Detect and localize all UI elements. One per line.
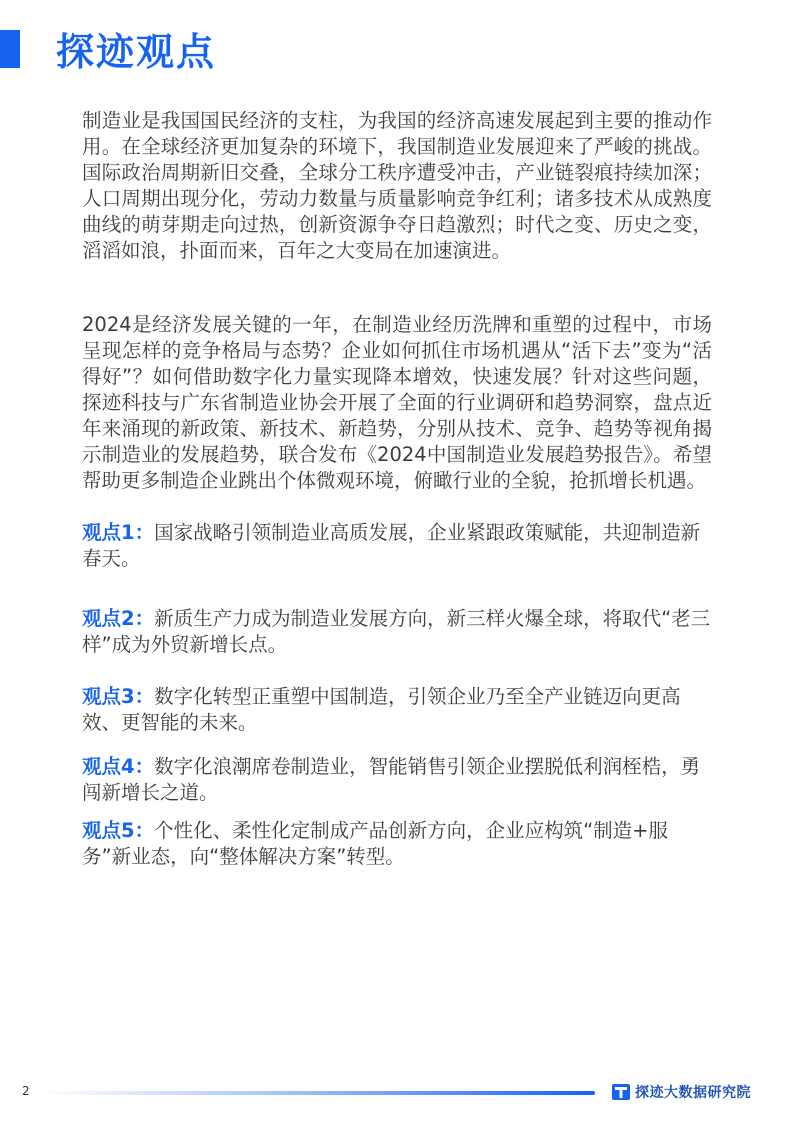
viewpoint-1 (82, 520, 712, 572)
intro-paragraph-1: 制造业是我国国民经济的支柱，为我国的经济高速发展起到主要的推动作用。在全球经济更加复杂的环境下，我国制造业发展迎来了严峻的挑战。国际政治周期新旧交叠，全球分工秩序遭受冲击，产业链裂痕持续加深；人口周期出现分化，劳动力数量与质量影响竞争红利；诸多技术从成熟度曲线的萌芽期走向过热，创新资源争夺日趋激烈；时代之变、历史之变，滔滔如浪，扑面而来，百年之大变局在加速演进。 (82, 109, 712, 262)
viewpoint-label: 观点1： (82, 521, 155, 544)
viewpoint-text: 国家战略引领制造业高质发展，企业紧跟政策赋能，共迎制造新春天。 (82, 521, 701, 570)
viewpoint-text: 数字化转型正重塑中国制造，引领企业乃至全产业链迈向更高效、更智能的未来。 (82, 685, 681, 734)
page-title: 探迹观点 (56, 30, 217, 74)
viewpoint-label: 观点3： (82, 685, 155, 708)
tanji-logo-icon (612, 1084, 630, 1100)
viewpoint-label: 观点2： (82, 607, 155, 630)
title-accent-bar (0, 30, 20, 68)
viewpoint-label: 观点5： (82, 819, 155, 842)
viewpoint-5 (82, 818, 712, 870)
viewpoint-4 (82, 754, 712, 806)
viewpoint-text: 新质生产力成为制造业发展方向，新三样火爆全球，将取代“老三样”成为外贸新增长点。 (82, 607, 711, 656)
viewpoint-text: 数字化浪潮席卷制造业，智能销售引领企业摆脱低利润桎梏，勇闯新增长之道。 (82, 755, 701, 804)
viewpoint-label: 观点4： (82, 755, 155, 778)
footer-divider (40, 1091, 595, 1095)
viewpoint-2 (82, 606, 712, 658)
brand-name: 探迹大数据研究院 (635, 1085, 751, 1101)
footer-brand (612, 1082, 751, 1102)
intro-paragraph-2: 2024是经济发展关键的一年，在制造业经历洗牌和重塑的过程中，市场呈现怎样的竞争格局与态势？企业如何抓住市场机遇从“活下去”变为“活得好”？如何借助数字化力量实现降本增效，快速发展？针对这些问题，探迹科技与广东省制造业协会开展了全面的行业调研和趋势洞察，盘点近年来涌现的新政策、新技术、新趋势，分别从技术、竞争、趋势等视角揭示制造业的发展趋势，联合发布《2024中国制造业发展趋势报告》。希望帮助更多制造企业跳出个体微观环境，俯瞰行业的全貌，抢抓增长机遇。 (82, 313, 712, 492)
viewpoint-text: 个性化、柔性化定制成产品创新方向，企业应构筑“制造+服务”新业态，向“整体解决方案”转型。 (82, 819, 669, 868)
page-number: 2 (22, 1084, 30, 1098)
viewpoint-3 (82, 684, 712, 736)
